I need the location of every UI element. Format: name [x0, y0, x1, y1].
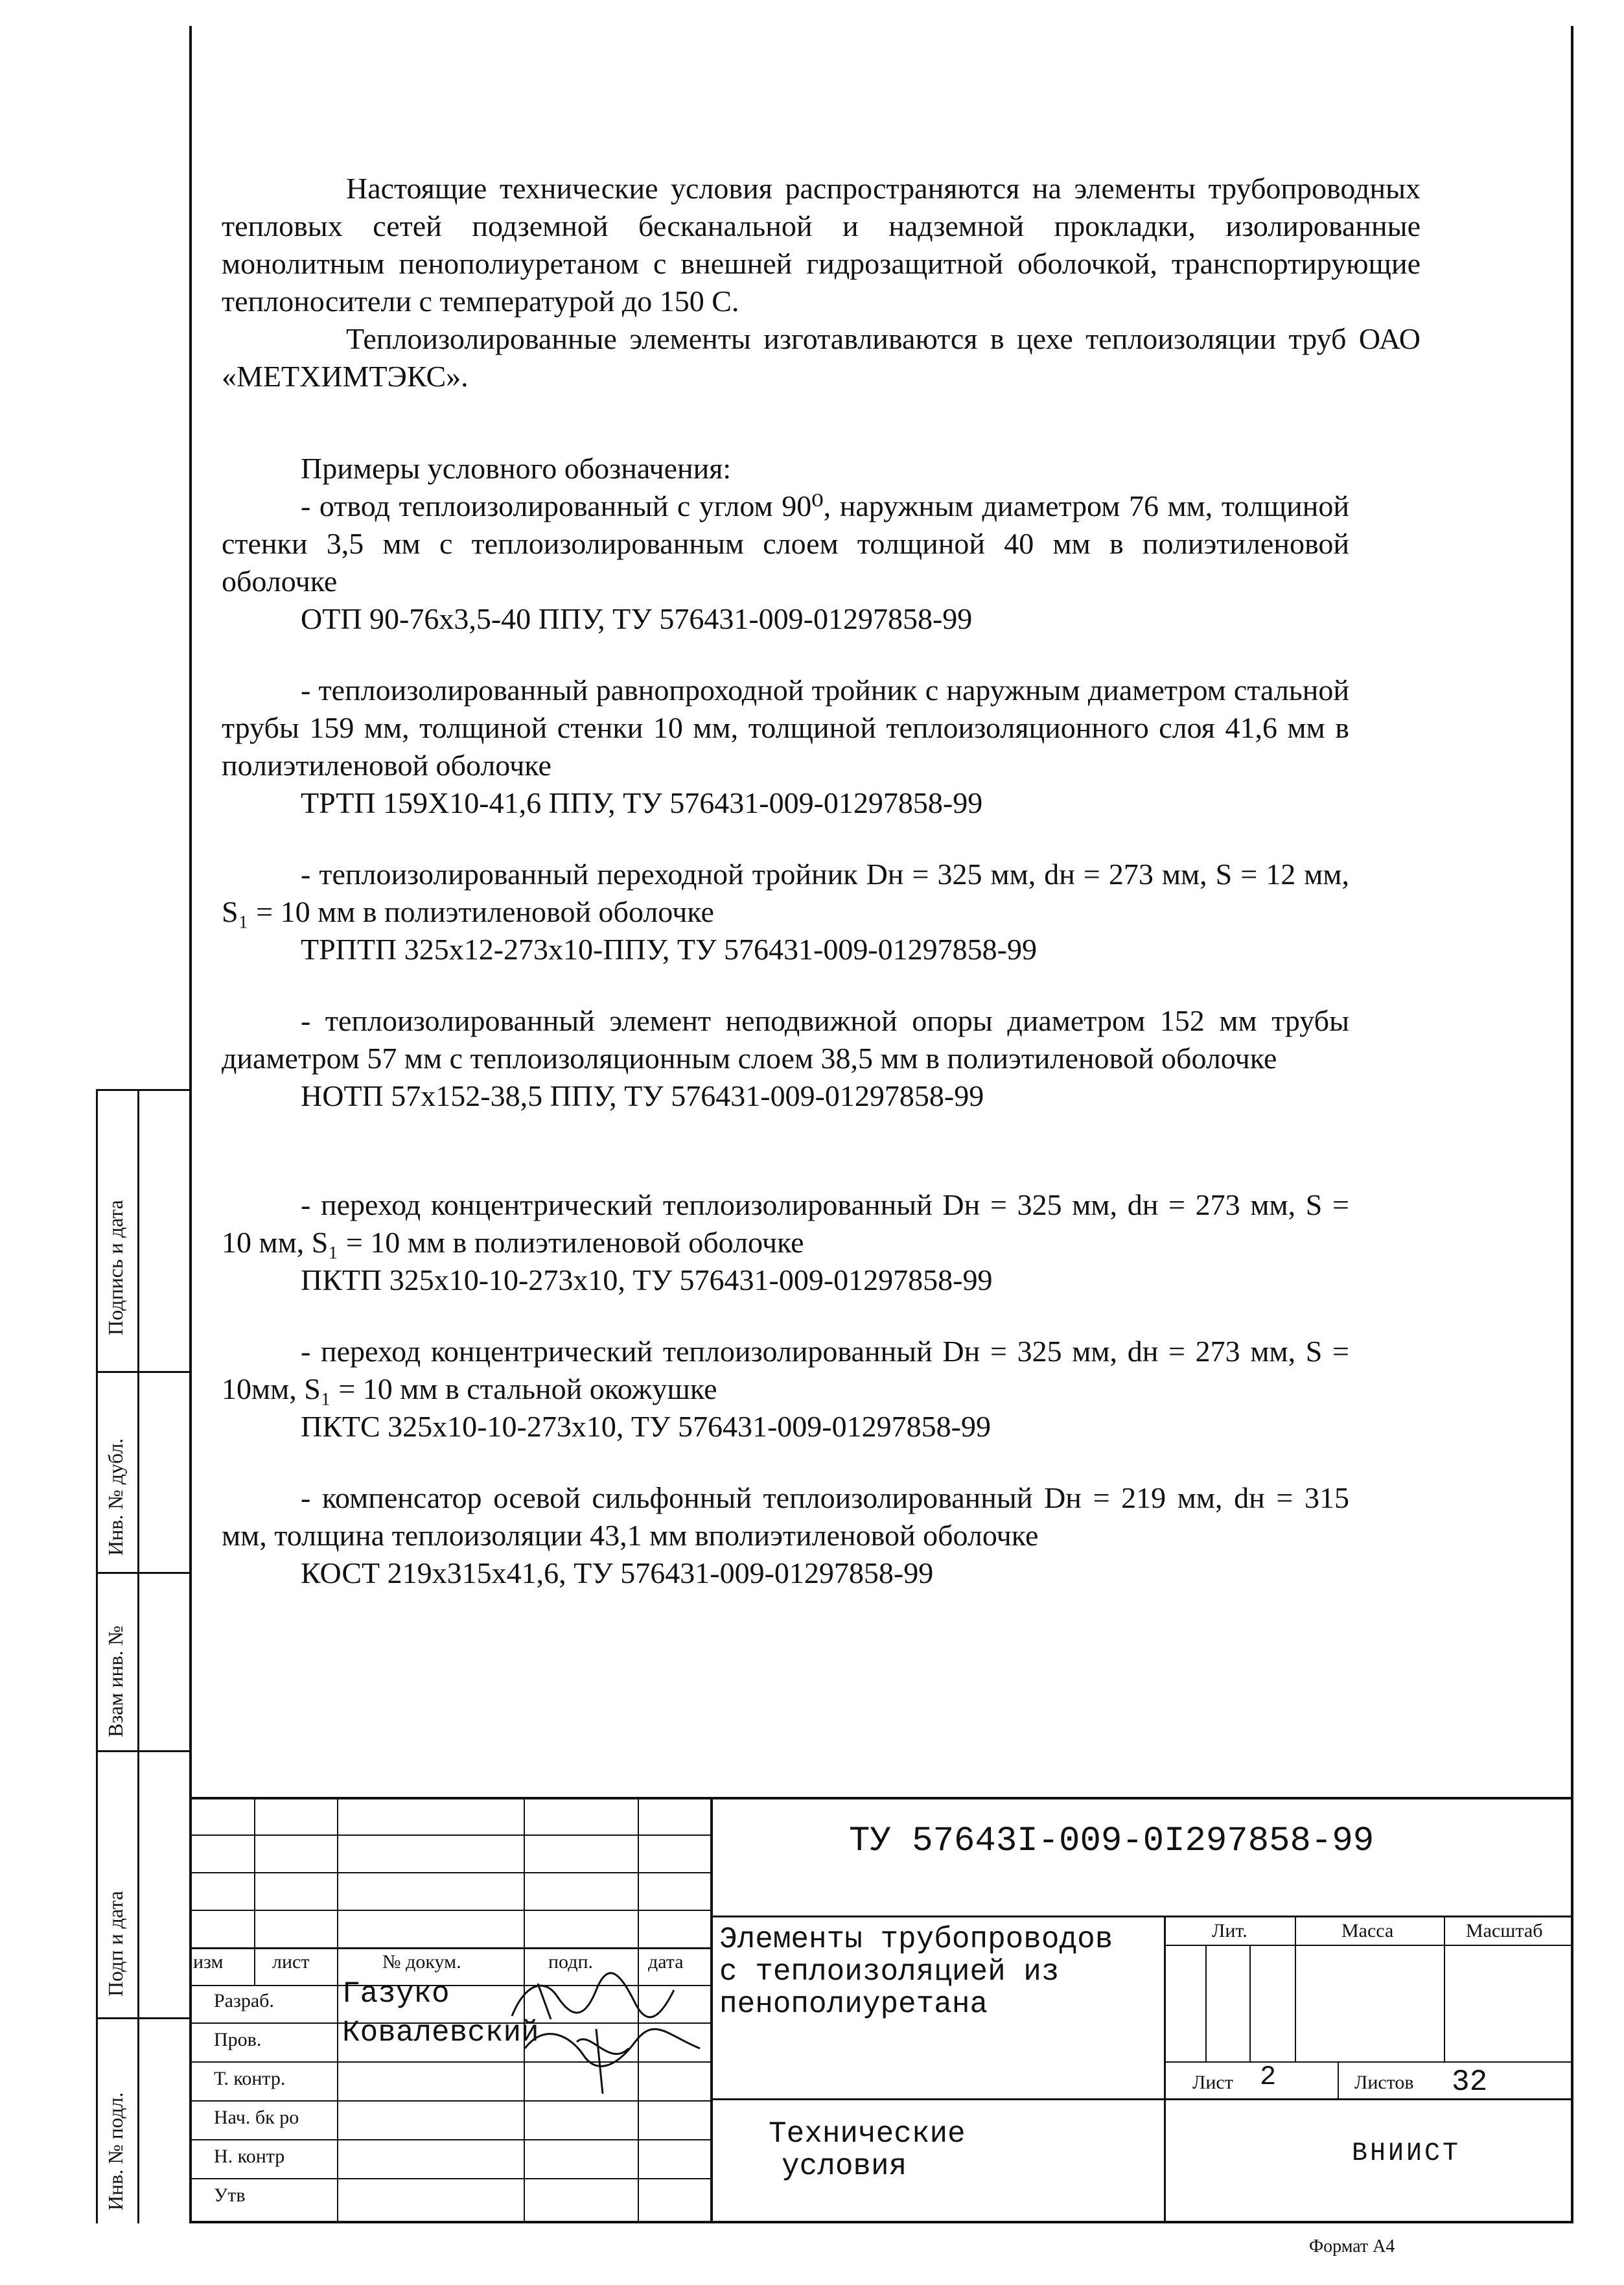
example-code: ТРТП 159Х10-41,6 ППУ, ТУ 576431-009-01297858-99: [301, 786, 983, 819]
side-label-podp-data: Подп и дата: [104, 1891, 127, 1997]
example-4: [222, 1002, 1349, 1115]
intro-paragraph-1: Настоящие технические условия распространяются на элементы трубопроводных тепловых сетей подземной бесканальной и надземной прокладки, изолированные монолитным пенополиуретаном с внешней гидрозащитной оболочкой, транспортирующие теплоносители с температурой до 150 С.: [222, 172, 1421, 318]
frame-bottom-line: [189, 2221, 1573, 2223]
intro-text: [222, 170, 1421, 395]
doc-type-line-2: условия: [782, 2150, 907, 2183]
example-text: - компенсатор осевой сильфонный теплоизолированный Dн = 219 мм, dн = 315 мм, толщина теплоизоляции 43,1 мм вполиэтиленовой оболочке: [222, 1481, 1349, 1552]
example-code: ОТП 90-76х3,5-40 ППУ, ТУ 576431-009-01297858-99: [301, 602, 973, 635]
example-text: - отвод теплоизолированный с углом 90⁰, наружным диаметром 76 мм, толщиной стенки 3,5 мм с теплоизолированным слоем толщиной 40 мм в полиэтиленовой оболочке: [222, 489, 1349, 598]
list-label: Лист: [1192, 2072, 1233, 2093]
role-n-kontr: Н. контр: [214, 2146, 285, 2167]
example-2: [222, 672, 1349, 822]
example-text: - переход концентрический теплоизолированный Dн = 325 мм, dн = 273 мм, S = 10мм, S₁ = 10 мм в стальной окожушке: [222, 1335, 1349, 1405]
example-text: - теплоизолированный переходной тройник Dн = 325 мм, dн = 273 мм, S = 12 мм, S₁ = 10 мм в полиэтиленовой оболочке: [222, 858, 1349, 928]
designation: ТУ 57643I-009-0I297858-99: [849, 1822, 1375, 1861]
col-data: дата: [648, 1951, 684, 1973]
role-utv: Утв: [214, 2185, 246, 2206]
frame-right-line: [1571, 26, 1573, 2223]
example-code: КОСТ 219х315х41,6, ТУ 576431-009-01297858-99: [301, 1556, 934, 1589]
example-3: [222, 856, 1349, 968]
massa-label: Масса: [1341, 1920, 1394, 1941]
example-code: ТРПТП 325х12-273х10-ППУ, ТУ 576431-009-01297858-99: [301, 933, 1037, 966]
masshtab-label: Масштаб: [1466, 1920, 1543, 1941]
example-text: - теплоизолированный равнопроходной тройник с наружным диаметром стальной трубы 159 мм, толщиной стенки 10 мм, толщиной теплоизоляционного слоя 41,6 мм в полиэтиленовой оболочке: [222, 674, 1349, 782]
example-5: [222, 1186, 1349, 1299]
role-prov: Пров.: [214, 2029, 262, 2050]
name-razrab: Газуко: [342, 1977, 450, 2011]
example-1: [222, 487, 1349, 638]
side-label-vzam: Взам инв. №: [104, 1625, 127, 1737]
product-name-line-3: пенополиуретана: [719, 1987, 988, 2021]
col-izm: изм: [193, 1951, 224, 1973]
side-label-inv-podl: Инв. № подл.: [104, 2092, 127, 2210]
role-nach: Нач. бк ро: [214, 2107, 299, 2128]
example-code: ПКТП 325х10-10-273х10, ТУ 576431-009-01297858-99: [301, 1263, 993, 1296]
doc-type-line-1: Технические: [769, 2117, 966, 2151]
example-text: - теплоизолированный элемент неподвижной опоры диаметром 152 мм трубы диаметром 57 мм с теплоизоляционным слоем 38,5 мм в полиэтиленовой оболочке: [222, 1004, 1349, 1075]
example-code: ПКТС 325х10-10-273х10, ТУ 576431-009-01297858-99: [301, 1410, 991, 1443]
role-razrab: Разраб.: [214, 1990, 274, 2011]
name-prov: Ковалевский: [342, 2016, 539, 2050]
listov-value: 32: [1452, 2065, 1488, 2099]
examples-heading: Примеры условного обозначения:: [301, 452, 732, 485]
col-list: лист: [272, 1951, 310, 1973]
example-text: - переход концентрический теплоизолированный Dн = 325 мм, dн = 273 мм, S = 10 мм, S₁ = 10 мм в полиэтиленовой оболочке: [222, 1188, 1349, 1259]
list-value: 2: [1260, 2061, 1277, 2092]
signature-prov: [518, 2010, 713, 2100]
example-6: [222, 1333, 1349, 1446]
col-podp: подп.: [548, 1951, 594, 1973]
role-t-kontr: Т. контр.: [214, 2068, 286, 2089]
product-name-line-2: с теплоизоляцией из: [719, 1955, 1060, 1989]
example-code: НОТП 57х152-38,5 ППУ, ТУ 576431-009-01297858-99: [301, 1079, 984, 1112]
examples-heading-block: [222, 450, 1349, 487]
format-label: Формат А4: [1309, 2236, 1395, 2256]
lit-label: Лит.: [1212, 1920, 1247, 1941]
side-label-podpis: Подпись и дата: [104, 1200, 127, 1335]
frame-left-line: [189, 26, 192, 2223]
intro-paragraph-2: Теплоизолированные элементы изготавливаются в цехе теплоизоляции труб ОАО «МЕТХИМТЭКС».: [222, 322, 1421, 393]
organization: ВНИИСТ: [1352, 2139, 1461, 2168]
example-7: [222, 1479, 1349, 1592]
listov-label: Листов: [1354, 2072, 1414, 2093]
col-dokum: № докум.: [382, 1951, 461, 1973]
product-name-line-1: Элементы трубопроводов: [719, 1923, 1113, 1956]
side-label-inv-dubl: Инв. № дубл.: [104, 1438, 127, 1556]
